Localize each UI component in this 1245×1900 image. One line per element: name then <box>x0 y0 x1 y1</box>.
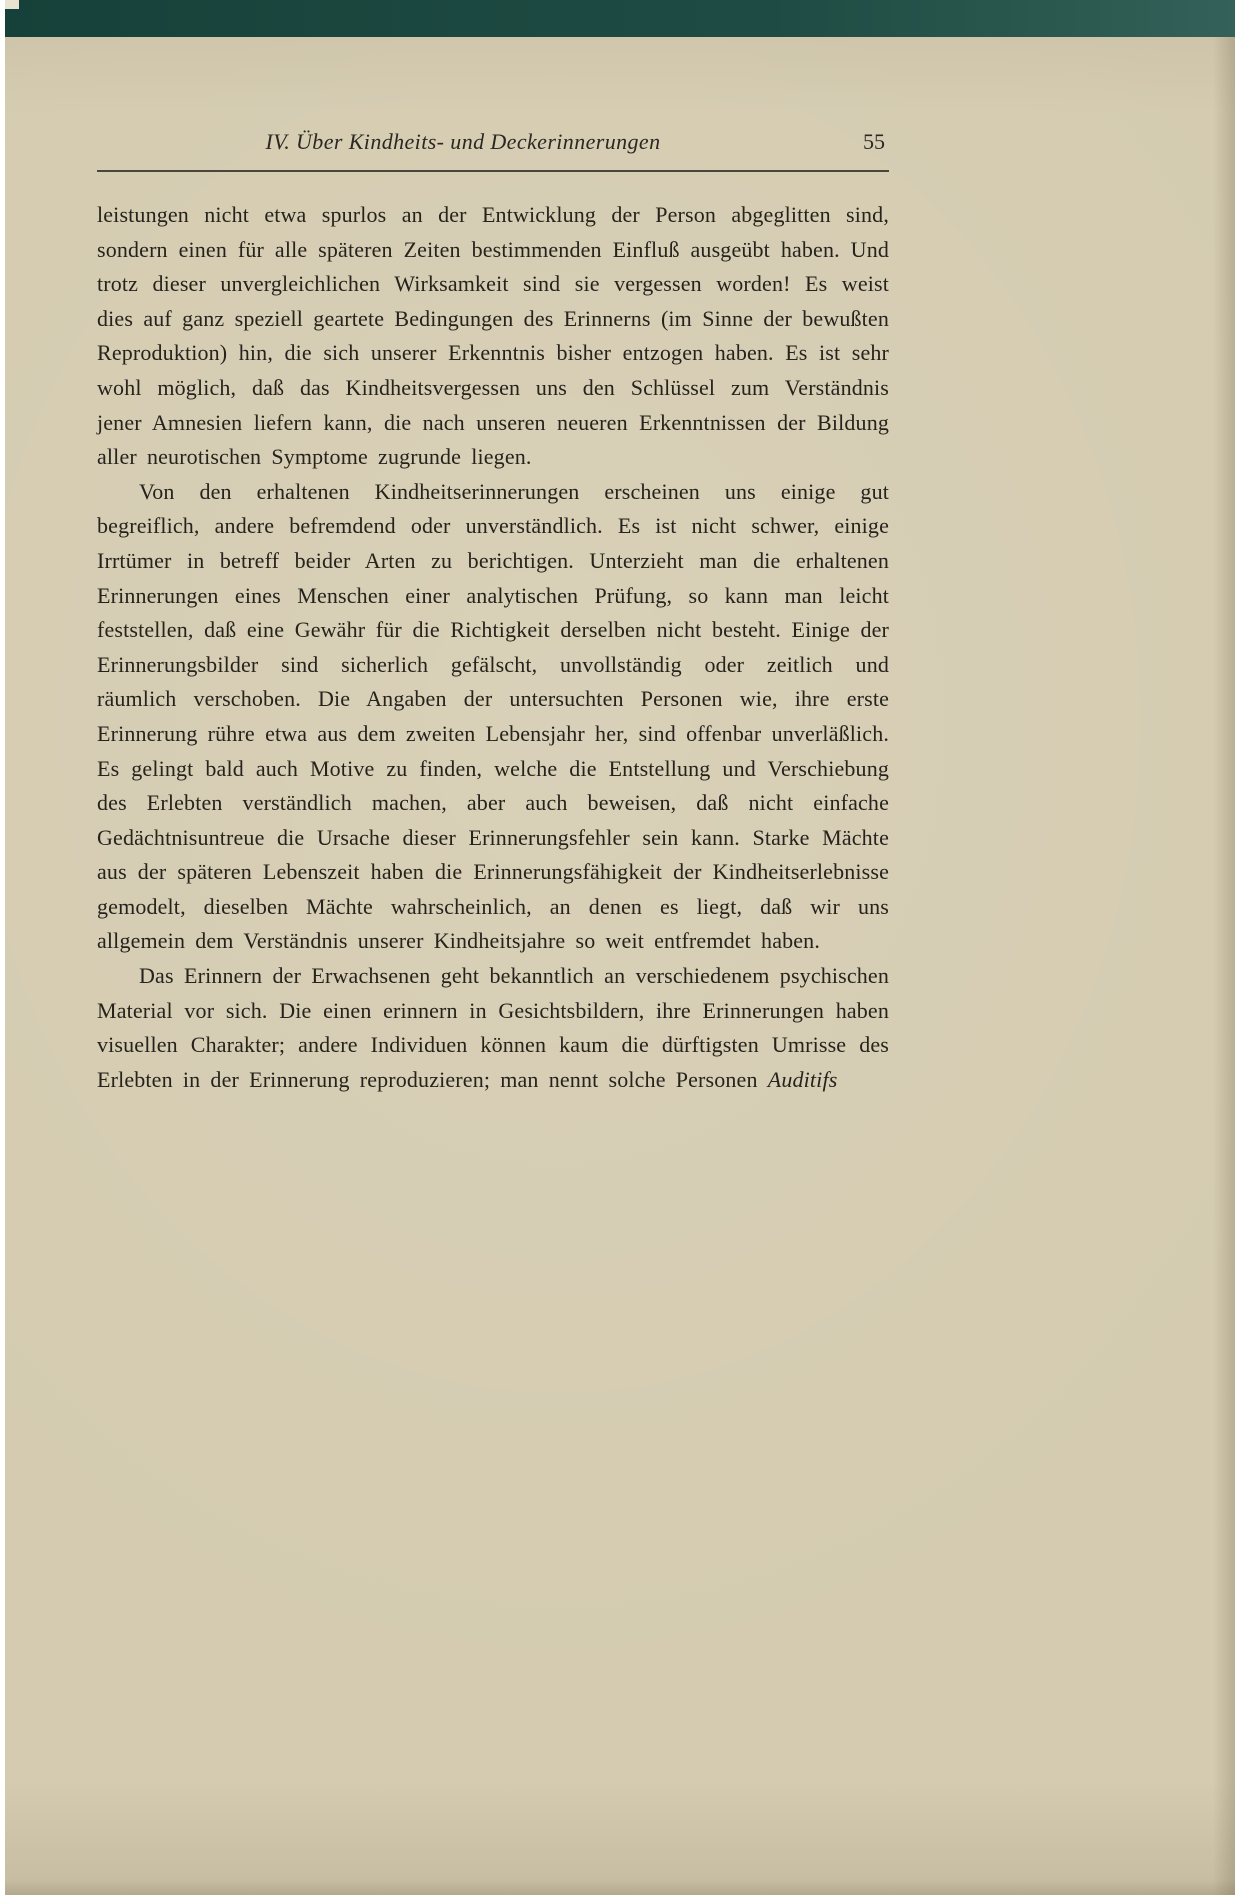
italic-term: Auditifs <box>767 1066 838 1092</box>
paper-sheet <box>5 0 1235 1895</box>
scan-top-edge <box>5 0 1235 37</box>
paragraph-text: Das Erinnern der Erwachsenen geht bekanntlich an verschiedenem psychischen Material vor sich. Die einen erinnern in Gesichtsbildern, ihre Erinnerungen haben visuellen Charakter; andere Individuen können kaum die dürftigsten Umrisse des Erlebten in der Erinnerung reproduzieren; man nennt solche Personen <box>97 963 889 1092</box>
page-body <box>97 198 889 1097</box>
paragraph: leistungen nicht etwa spurlos an der Entwicklung der Person abgeglitten sind, sondern einen für alle späteren Zeiten bestimmenden Einfluß ausgeübt haben. Und trotz dieser unvergleichlichen Wirksamkeit sind sie vergessen worden! Es weist dies auf ganz speziell geartete Bedingungen des Erinnerns (im Sinne der bewußten Reproduktion) hin, die sich unserer Erkenntnis bisher entzogen haben. Es ist sehr wohl möglich, daß das Kindheitsvergessen uns den Schlüssel zum Verständnis jener Amnesien liefern kann, die nach unseren neueren Erkenntnissen der Bildung aller neurotischen Symptome zugrunde liegen. <box>97 202 889 470</box>
paragraph: Von den erhaltenen Kindheitserinnerungen erscheinen uns einige gut begreiflich, andere befremdend oder unverständlich. Es ist nicht schwer, einige Irrtümer in betreff beider Arten zu berichtigen. Unterzieht man die erhaltenen Erinnerungen eines Menschen einer analytischen Prüfung, so kann man leicht feststellen, daß eine Gewähr für die Richtigkeit derselben nicht besteht. Einige der Erinnerungsbilder sind sicherlich gefälscht, unvollständig oder zeitlich und räumlich verschoben. Die Angaben der untersuchten Personen wie, ihre erste Erinnerung rühre etwa aus dem zweiten Lebensjahr her, sind offenbar unverläßlich. Es gelingt bald auch Motive zu finden, welche die Entstellung und Verschiebung des Erlebten verständlich machen, aber auch beweisen, daß nicht einfache Gedächtnisuntreue die Ursache dieser Erinnerungsfehler sein kann. Starke Mächte aus der späteren Lebenszeit haben die Erinnerungsfähigkeit der Kindheitserlebnisse gemodelt, dieselben Mächte wahrscheinlich, an denen es liegt, daß wir uns allgemein dem Verständnis unserer Kindheitsjahre so weit entfremdet haben. <box>97 478 889 954</box>
header-rule <box>97 170 889 172</box>
paragraph <box>97 959 889 1097</box>
page-content <box>97 128 889 1097</box>
running-header <box>97 128 889 158</box>
chapter-title: IV. Über Kindheits- und Deckerinnerungen <box>265 129 661 154</box>
scan-corner-notch <box>5 0 19 9</box>
page-number: 55 <box>863 129 885 154</box>
